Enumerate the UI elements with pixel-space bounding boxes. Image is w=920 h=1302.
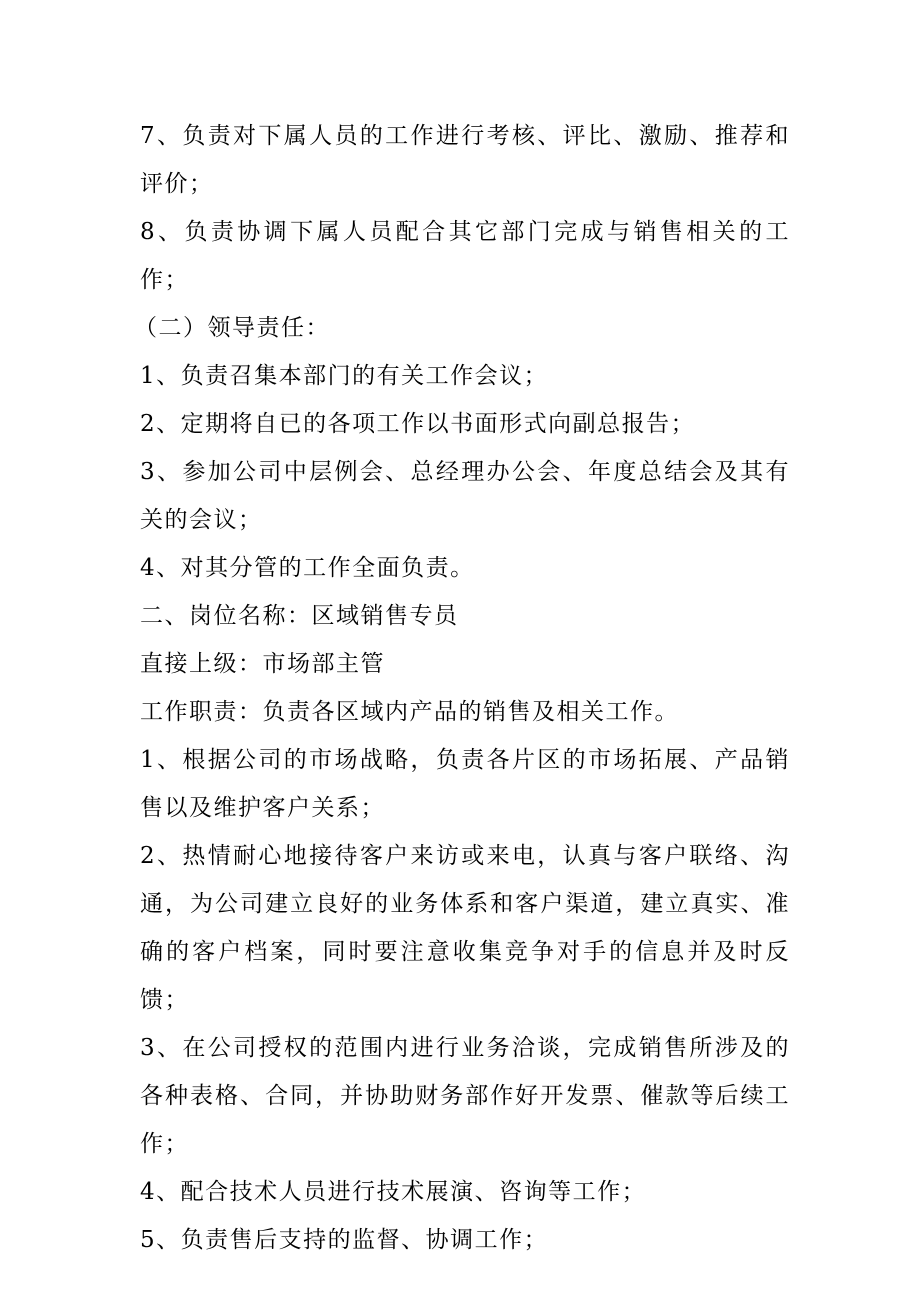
paragraph-duty-item-3: 3、在公司授权的范围内进行业务洽谈，完成销售所涉及的各种表格、合同，并协助财务部作好开发票、催款等后续工作； bbox=[140, 1035, 790, 1157]
paragraph-item-7-appraisal: 7、负责对下属人员的工作进行考核、评比、激励、推荐和评价； bbox=[140, 123, 790, 197]
paragraph-duty-item-4: 4、配合技术人员进行技术展演、咨询等工作； bbox=[140, 1179, 647, 1205]
paragraph-item-8-coordination: 8、负责协调下属人员配合其它部门完成与销售相关的工作； bbox=[140, 219, 790, 293]
paragraph-leadership-item-3: 3、参加公司中层例会、总经理办公会、年度总结会及其有关的会议； bbox=[140, 459, 790, 533]
section-heading-leadership-duties: （二）领导责任： bbox=[134, 315, 330, 341]
paragraph-duty-item-1: 1、根据公司的市场战略，负责各片区的市场拓展、产品销售以及维护客户关系； bbox=[140, 747, 790, 821]
document-body bbox=[134, 112, 790, 1264]
paragraph-direct-supervisor: 直接上级：市场部主管 bbox=[140, 651, 385, 677]
paragraph-duty-item-2: 2、热情耐心地接待客户来访或来电，认真与客户联络、沟通，为公司建立良好的业务体系和客户渠道，建立真实、准确的客户档案，同时要注意收集竞争对手的信息并及时反馈； bbox=[140, 843, 790, 1013]
paragraph-leadership-item-1: 1、负责召集本部门的有关工作会议； bbox=[140, 363, 549, 389]
paragraph-duty-item-5: 5、负责售后支持的监督、协调工作； bbox=[140, 1227, 549, 1253]
section-heading-job-title: 二、岗位名称：区域销售专员 bbox=[140, 603, 459, 629]
paragraph-leadership-item-2: 2、定期将自已的各项工作以书面形式向副总报告； bbox=[140, 411, 696, 437]
paragraph-leadership-item-4: 4、对其分管的工作全面负责。 bbox=[140, 555, 475, 581]
paragraph-job-duties: 工作职责：负责各区域内产品的销售及相关工作。 bbox=[140, 699, 679, 725]
